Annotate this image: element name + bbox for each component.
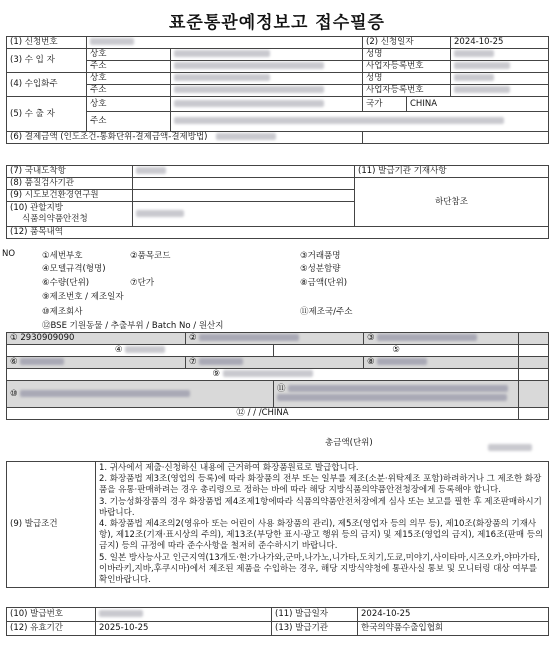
- legend-c3: ③거래품명: [300, 251, 341, 261]
- item-row4-end: [519, 369, 549, 381]
- label-conditions: (9) 발급조건: [7, 462, 96, 588]
- payment-label-text: (6) 결제금액 (인도조건-통화단위-결제금액-결제방법): [10, 132, 208, 142]
- exporter-country-value: CHINA: [407, 97, 549, 112]
- document-title: 표준통관예정보고 접수필증: [169, 13, 385, 33]
- legend-c2: ②품목코드: [130, 251, 171, 261]
- label-owner-name: 상호: [87, 73, 171, 85]
- item-row1-left: [7, 333, 186, 345]
- issue-no-value: [96, 608, 272, 622]
- item-name-mark: ③: [367, 333, 375, 343]
- condition-2: 2. 화장품법 제3조(영업의 등록)에 따라 화장품의 전부 또는 일부를 제조(소분·위탁제조 포함)하려하거나 그 제조한 화장품을 유통·판매하려는 경우 총리령으로 정하는 바에 따라 해당 지방식품의약품안전청장에게 등록해야 합니다.: [99, 474, 542, 496]
- total-amount-label: 총금액(단위): [325, 438, 373, 448]
- owner-name-value: [171, 73, 363, 85]
- importer-address-value: [171, 61, 363, 73]
- label-exporter-country: 국가: [363, 97, 407, 112]
- legend-c5: ⑤성분함량: [300, 264, 341, 274]
- quality-inspection-value: [133, 178, 355, 190]
- item-row4: [7, 369, 519, 381]
- item-lot-mark: ⑨: [212, 369, 220, 379]
- label-importer-name: 상호: [87, 49, 171, 61]
- label-importer: (3) 수 입 자: [7, 49, 87, 73]
- label-validity: (12) 유효기간: [7, 622, 96, 636]
- item-maker-mark: ⑩: [10, 388, 18, 399]
- label-arrival-port: (7) 국내도착항: [7, 166, 133, 178]
- label-exporter-name: 상호: [87, 97, 171, 112]
- label-importer-bizno: 사업자등록번호: [363, 61, 451, 73]
- item-row2-end: [519, 345, 549, 357]
- label-application-no: (1) 신청번호: [7, 37, 87, 49]
- label-import-owner: (4) 수입화주: [7, 73, 87, 97]
- total-amount-value: [488, 437, 532, 456]
- item-origin-mark: ⑪: [277, 384, 286, 394]
- item-price-mark: ⑦: [189, 357, 197, 367]
- legend-c12: ⑫BSE 기원동물 / 추출부위 / Batch No / 원산지: [42, 321, 224, 331]
- legend-no: NO: [2, 249, 16, 259]
- see-below-note: 하단참조: [355, 178, 549, 227]
- label-quality-inspection: (8) 품질검사기관: [7, 178, 133, 190]
- label-issuer: (13) 발급기관: [272, 622, 358, 636]
- label-owner-bizno: 사업자등록번호: [363, 85, 451, 97]
- legend-c9: ⑨제조번호 / 제조일자: [42, 292, 124, 302]
- item-row3-b: [186, 357, 364, 369]
- owner-rep-value: [451, 73, 549, 85]
- label-issue-no: (10) 발급번호: [7, 608, 96, 622]
- item-table: [6, 332, 549, 420]
- legend-c8: ⑧금액(단위): [300, 278, 348, 288]
- importer-rep-value: [451, 49, 549, 61]
- label-health-institute: (9) 시도보건환경연구원: [7, 190, 133, 202]
- application-no-value: [87, 37, 363, 49]
- label-regional-office: [7, 202, 133, 227]
- legend-c6: ⑥수량(단위): [42, 278, 90, 288]
- item-row3-end: [519, 357, 549, 369]
- item-row3-a: [7, 357, 186, 369]
- label-payment-amount: [7, 132, 363, 144]
- exporter-name-value: [171, 97, 363, 112]
- legend-c4: ④모델규격(형명): [42, 264, 106, 274]
- legend-c7: ⑦단가: [130, 278, 155, 288]
- item-row5-end: [519, 381, 549, 408]
- label-issuer-notes: (11) 발급기관 기재사항: [355, 166, 549, 178]
- legend-c1: ①세번부호: [42, 251, 83, 261]
- label-item-details: (12) 품목내역: [7, 227, 549, 239]
- regional-office-value: [133, 202, 355, 227]
- label-owner-rep: 성명: [363, 73, 451, 85]
- owner-bizno-value: [451, 85, 549, 97]
- issuer-value: 한국의약품수출입협회: [358, 622, 549, 636]
- payment-filler: [363, 132, 549, 144]
- footer-table: [6, 607, 549, 636]
- item-model-mark: ④: [114, 345, 123, 355]
- exporter-address-value: [171, 112, 549, 132]
- condition-4: 4. 화장품법 제4조의2(영유아 또는 어린이 사용 화장품의 관리), 제5조(영업자 등의 의무 등), 제10조(화장품의 기재사항), 제12조(기재·표시상의 주의), 제13조(부당한 표시·광고 행위 등의 금지) 및 제15조(영업의 금지), 제16조(판매 등의 금지) 등의 규정에 따라 준수사항을 철저히 준수하시기 바랍니다.: [99, 519, 544, 552]
- item-row1-end: [519, 333, 549, 345]
- item-qty-mark: ⑥: [10, 357, 18, 367]
- item-row5-a: [7, 381, 274, 408]
- application-date-value: 2024-10-25: [451, 37, 549, 49]
- issue-date-value: 2024-10-25: [358, 608, 549, 622]
- arrival-port-value: [133, 166, 355, 178]
- legend-c11: ⑪제조국/주소: [300, 307, 353, 317]
- header-info-table: [6, 36, 549, 144]
- condition-1: 1. 귀사에서 제출·신청하신 내용에 근거하여 화장품원료로 발급합니다.: [99, 463, 359, 473]
- item-row1-mid: [186, 333, 364, 345]
- item-row3-c: [364, 357, 519, 369]
- item-row1-right: [364, 333, 519, 345]
- item-row6-end: [519, 408, 549, 420]
- legend-c10: ⑩제조회사: [42, 307, 83, 317]
- label-importer-address: 주소: [87, 61, 171, 73]
- item-code-mark: ②: [189, 333, 197, 343]
- item-row6: ⑫ / / /CHINA: [7, 408, 519, 420]
- item-row5-b: [274, 381, 519, 408]
- item-code-legend: [2, 249, 550, 333]
- label-issue-date: (11) 발급일자: [272, 608, 358, 622]
- validity-value: 2025-10-25: [96, 622, 272, 636]
- label-application-date: (2) 신청일자: [363, 37, 451, 49]
- condition-3: 3. 기능성화장품의 경우 화장품법 제4조제1항에따라 식품의약품안전처장에게 심사 또는 보고를 필한 후 제조판매하시기 바랍니다.: [99, 496, 542, 518]
- owner-address-value: [171, 85, 363, 97]
- item-row2-a: [7, 345, 274, 357]
- conditions-text: [96, 462, 549, 588]
- label-exporter: (5) 수 출 자: [7, 97, 87, 132]
- conditions-table: [6, 461, 549, 588]
- item-amount-mark: ⑧: [367, 357, 375, 367]
- label-owner-address: 주소: [87, 85, 171, 97]
- regional-office-line1: (10) 관할지방: [10, 203, 63, 213]
- regional-office-line2: 식품의약품안전청: [22, 214, 88, 224]
- item-hs-code: ① 2930909090: [10, 333, 75, 343]
- label-exporter-address: 주소: [87, 112, 171, 132]
- importer-bizno-value: [451, 61, 549, 73]
- condition-5: 5. 일본 방사능사고 인근지역(13개도·현:가나가와,군마,나가노,니가타,도치기,도쿄,미야기,사이타마,시즈오카,야마가타,이바라키,지바,후쿠시마)에서 제조된 제품을 수입하는 경우, 해당 지방식약청에 통관사실 통보 및 모니터링 대상 여부를 확인바랍니다.: [99, 552, 540, 586]
- item-row2-b: ⑤: [274, 345, 519, 357]
- importer-name-value: [171, 49, 363, 61]
- label-importer-rep: 성명: [363, 49, 451, 61]
- agency-table: [6, 165, 549, 239]
- health-institute-value: [133, 190, 355, 202]
